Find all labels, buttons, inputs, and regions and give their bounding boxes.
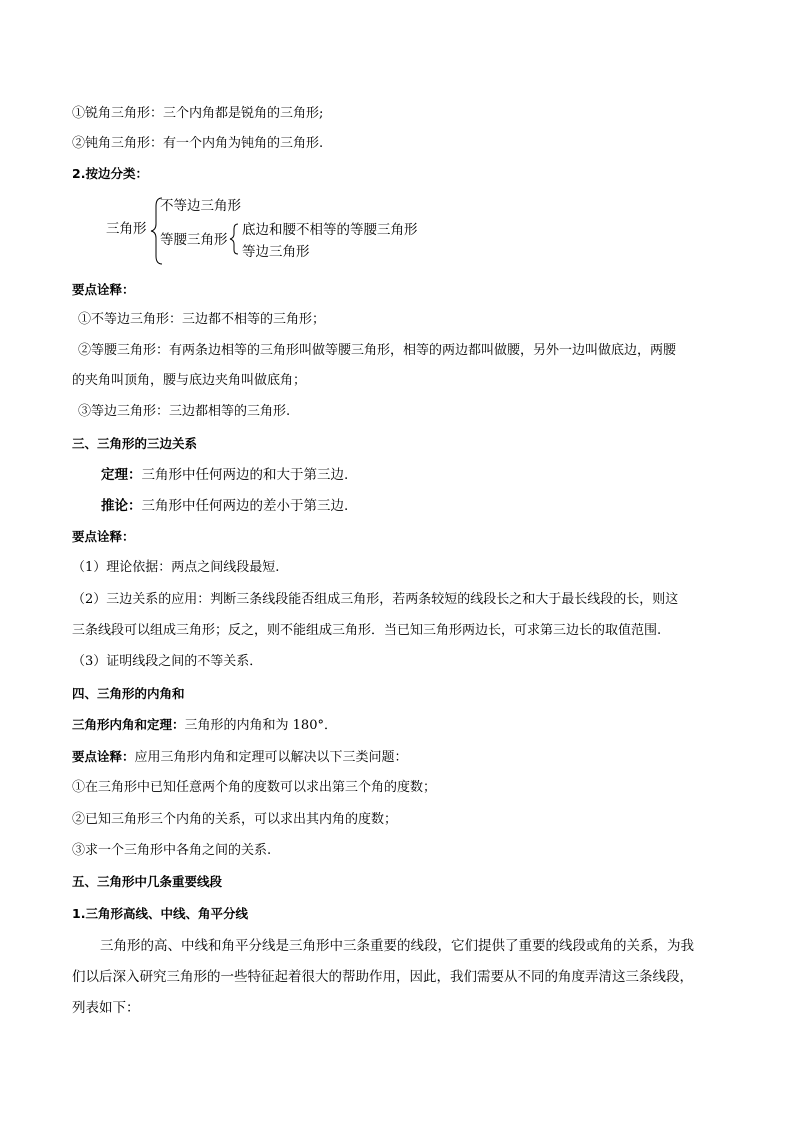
- kp3-item-3: ③求一个三角形中各角之间的关系.: [72, 843, 272, 858]
- paragraph-line-3: 列表如下：: [72, 1000, 140, 1016]
- corollary-text: 三角形中任何两边的差小于第三边.: [141, 498, 349, 514]
- angle-sum-line: [72, 715, 337, 736]
- paragraph-line-1: 三角形的高、中线和角平分线是三角形中三条重要的线段，它们提供了重要的线段或角的关系，为我: [100, 938, 694, 954]
- kp-isosceles-cont: 的夹角叫顶角，腰与底边夹角叫做底角；: [72, 373, 307, 388]
- kp-scalene: ①不等边三角形：三边都不相等的三角形；: [78, 312, 326, 327]
- kp-application-cont: 三条线段可以组成三角形；反之，则不能组成三角形．当已知三角形两边长，可求第三边长的取值范围.: [72, 623, 662, 638]
- classify-root: 三角形: [106, 221, 147, 237]
- classify-equilateral: 等边三角形: [242, 244, 310, 260]
- theorem-text: 三角形中任何两边的和大于第三边.: [141, 467, 349, 483]
- classify-scalene: 不等边三角形: [160, 198, 241, 214]
- kp-inequality: （3）证明线段之间的不等关系．: [72, 654, 263, 669]
- angle-sum-label: 三角形内角和定理：: [72, 717, 185, 732]
- theorem-label: 定理：: [101, 467, 142, 483]
- paragraph-line-2: 们以后深入研究三角形的一些特征起着很大的帮助作用，因此，我们需要从不同的角度弄清这三条线段，: [72, 969, 693, 985]
- angle-sum-text: 三角形的内角和为 180°．: [184, 718, 337, 733]
- obtuse-triangle-definition: ②钝角三角形：有一个内角为钝角的三角形.: [72, 136, 324, 151]
- section-4-title: 四、三角形的内角和: [72, 686, 185, 701]
- kp-application: （2）三边关系的应用：判断三条线段能否组成三角形，若两条较短的线段长之和大于最长线段的长，则这: [72, 592, 679, 607]
- key-points-heading-1: 要点诠释：: [72, 282, 135, 297]
- key-points-heading-2: 要点诠释：: [72, 529, 135, 544]
- section-5-1-title: 1.三角形高线、中线、角平分线: [72, 906, 248, 921]
- classify-isosceles: 等腰三角形: [160, 232, 228, 248]
- kp3-text: 应用三角形内角和定理可以解决以下三类问题：: [134, 750, 408, 765]
- theorem-line: [101, 465, 348, 485]
- kp3-item-2: ②已知三角形三个内角的关系，可以求出其内角的度数；: [72, 812, 398, 827]
- classify-iso-non-equal: 底边和腰不相等的等腰三角形: [242, 222, 418, 238]
- corollary-label: 推论：: [101, 498, 142, 514]
- kp-theory-basis: （1）理论依据：两点之间线段最短.: [72, 560, 280, 575]
- kp-isosceles: ②等腰三角形：有两条边相等的三角形叫做等腰三角形，相等的两边都叫做腰，另外一边叫做底边，两腰: [78, 343, 677, 358]
- kp3-item-1: ①在三角形中已知任意两个角的度数可以求出第三个角的度数；: [72, 780, 437, 795]
- kp3-label: 要点诠释：: [72, 749, 135, 764]
- acute-triangle-definition: ①锐角三角形：三个内角都是锐角的三角形;: [72, 106, 324, 121]
- by-side-heading: 2.按边分类：: [72, 166, 148, 181]
- section-5-title: 五、三角形中几条重要线段: [72, 874, 223, 889]
- section-3-title: 三、三角形的三边关系: [72, 436, 198, 451]
- kp3-line: [72, 747, 408, 768]
- corollary-line: [101, 496, 348, 516]
- kp-equilateral: ③等边三角形：三边都相等的三角形.: [78, 404, 291, 419]
